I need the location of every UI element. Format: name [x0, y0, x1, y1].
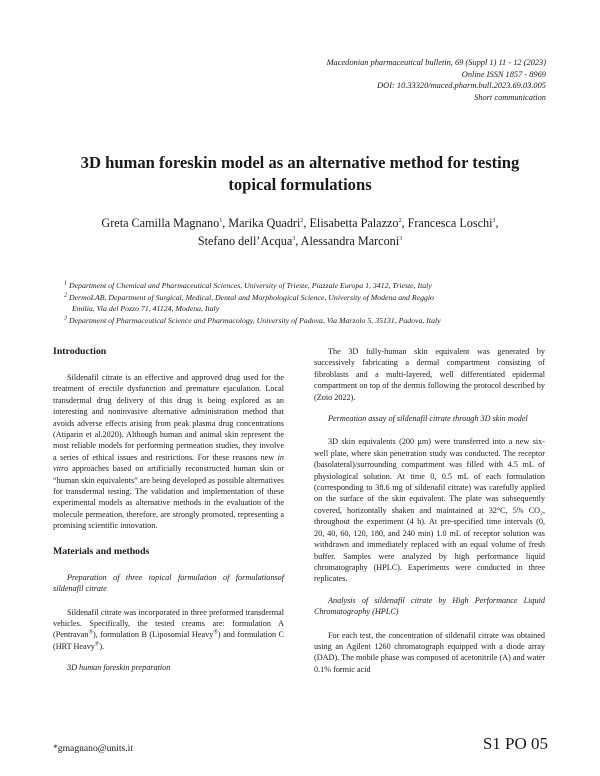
body-text: approaches based on artificially reconstructed human skin or “human skin equivalents” are being developed as possible alternatives for transdermal testing. The validation and implementation of these experimental models as alternative methods in the evaluation of the molecule permeation, therefore, are strongly promoted, representing a promising scientific innovation. — [53, 464, 284, 531]
author-name: , Francesca Loschi — [401, 216, 493, 230]
affiliation-text: Department of Pharmaceutical Science and Pharmacology, University of Padova, Via Marzolo 5, 35131, Padova, Italy — [67, 315, 441, 325]
preparation-subheading: Preparation of three topical formulation of formulationsof sildenafil citrate — [53, 572, 284, 594]
introduction-heading: Introduction — [53, 346, 107, 357]
author-affil-mark: 3 — [292, 235, 296, 242]
affiliation-mark: 1 — [64, 280, 67, 287]
body-text: ). — [99, 641, 105, 651]
permeation-subheading: Permeation assay of sildenafil citrate through 3D skin model — [328, 414, 528, 424]
paper-title — [40, 152, 560, 196]
author-name: , Elisabetta Palazzo — [303, 216, 399, 230]
body-text: Sildenafil citrate is an effective and approved drug used for the treatment of erectile dysfunction and premature ejaculation. Local transdermal drug delivery of this drug is being explored as an interesting and noninvasive alternative administration method that avoids adverse effects arising from peak plasma drug concentrations (Atiparin et al.2020). Although human and animal skin represent the most reliable models for performing permeation studies, they involve a series of ethical issues and restrictions. For these reasons new — [53, 373, 284, 462]
body-text-italic: in vitro — [53, 452, 284, 474]
hplc-subheading: Analysis of sildenafil citrate by High Performance Liquid Chromatography (HPLC) — [314, 595, 545, 617]
body-text: ), formulation B (Liposomial Heavy — [93, 630, 214, 640]
affiliation-2-cont: Emilia, Via del Pozzo 71, 41124, Modena, Italy — [72, 304, 220, 314]
preparation-paragraph — [53, 607, 284, 653]
skin-equivalent-paragraph: The 3D fully-human skin equivalent was generated by successively fabricating a dermal compartment consisting of fibroblasts and a multi-layered, well differentiated epidermal compartment on top of the dermis following the protocol described by (Zoio 2022). — [314, 347, 545, 402]
journal-issn: Online ISSN 1857 - 8969 — [461, 69, 546, 79]
corresponding-email: *gmagnano@units.it — [53, 743, 133, 754]
author-affil-mark: 2 — [300, 217, 304, 224]
permeation-paragraph: 3D skin equivalents (200 μm) were transferred into a new six-well plate, where skin penetration study was conducted. The receptor (basolateral)/surrounding compartment was filled with 4.5 mL of physiological solution. At time 0, 0.5 mL of each formulation (corresponding to 38.6 mg of sildenafil citrate) was carefully applied on the surface of the skin equivalent. The plate was subsequently covered, horizontally shaken and maintained at 32°C, 5% CO₂, throughout the experiment (4 h). At pre-specified time intervals (0, 20, 40, 60, 120, 180, and 240 min) 1.0 mL of receptor solution was withdrawn and immediately replaced with an equal volume of fresh buffer. Samples were analyzed by high performance liquid chromatography (HPLC). Experiments were conducted in three replicates. — [314, 437, 545, 584]
introduction-paragraph — [53, 372, 284, 532]
author-line-1 — [40, 215, 560, 233]
affiliation-2 — [64, 292, 548, 304]
right-column — [314, 346, 545, 685]
methods-heading: Materials and methods — [53, 545, 150, 557]
journal-header — [327, 57, 546, 103]
affiliation-1 — [64, 280, 548, 292]
affiliation-mark: 2 — [64, 292, 67, 298]
paper-title-line1: 3D human foreskin model as an alternative method for testing — [80, 153, 520, 172]
registered-mark: ® — [213, 629, 218, 636]
affiliation-mark: 3 — [64, 315, 67, 322]
author-sep: , — [495, 216, 499, 230]
author-affil-mark: 3 — [399, 235, 403, 242]
foreskin-subheading: 3D human foreskin preparation — [67, 663, 171, 673]
left-column — [53, 346, 284, 686]
affiliation-text: Department of Chemical and Pharmaceutical Sciences, University of Trieste, Piazzale Europa 1, 3412, Trieste, Italy — [67, 281, 432, 290]
author-name: , Alessandra Marconi — [295, 233, 400, 248]
author-list — [40, 215, 560, 250]
hplc-paragraph: For each test, the concentration of sildenafil citrate was obtained using an Agilent 1260 chromatograph equipped with a diode array (DAD). The mobile phase was composed of acetonitrile (A) and water 0.1% formic acid — [314, 630, 545, 674]
article-type: Short communication — [474, 92, 546, 102]
author-name: , Marika Quadri — [222, 216, 301, 230]
paper-title-line2: topical formulations — [228, 175, 372, 194]
registered-mark: ® — [94, 640, 100, 647]
body-text: ) and formulation C (HRT Heavy — [53, 630, 285, 651]
author-line-2 — [40, 233, 560, 251]
poster-code: S1 PO 05 — [482, 734, 548, 753]
author-affil-mark: 3 — [492, 217, 496, 224]
author-affil-mark: 1 — [219, 217, 223, 224]
affiliation-3 — [64, 315, 548, 327]
author-affil-mark: 2 — [398, 217, 402, 224]
affiliation-text: DermoLAB, Department of Surgical, Medical, Dental and Morphological Science, University of Modena and Reggio — [67, 292, 434, 302]
journal-citation: Macedonian pharmaceutical bulletin, 69 (Suppl 1) 11 - 12 (2023) — [326, 58, 546, 67]
registered-mark: ® — [88, 629, 94, 636]
journal-doi: DOI: 10.33320/maced.pharm.bull.2023.69.03.005 — [377, 81, 546, 91]
author-name: Greta Camilla Magnano — [101, 216, 220, 230]
body-text: Sildenafil citrate was incorporated in three preformed transdermal vehicles. Specifically, the tested creams are: formulation A (Pentravan — [53, 607, 284, 640]
affiliations — [64, 280, 548, 326]
author-name: Stefano dell’Acqua — [197, 233, 293, 248]
